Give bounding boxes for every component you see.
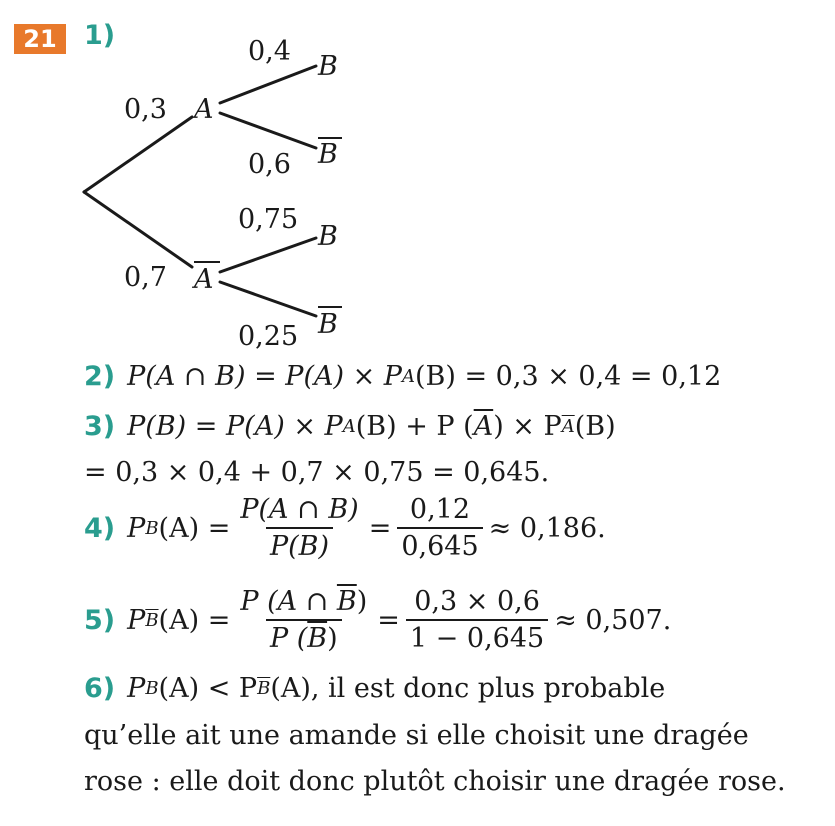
q2-tail: (B) = 0,3 × 0,4 = 0,12 — [414, 360, 722, 392]
prob-bbar-given-a: 0,6 — [248, 149, 291, 180]
q6-b: (A) < P — [158, 672, 258, 704]
q4-lhs-tail: (A) = — [158, 512, 231, 544]
q6-line-2: qu’elle ait une amande si elle choisit une dragée — [84, 720, 749, 751]
q2-sub: A — [401, 365, 415, 387]
q6-sub2: $\overline{B}$ — [257, 677, 271, 699]
node-b-bar-2: B — [318, 309, 338, 340]
q3-part4: (B) — [574, 410, 616, 442]
prob-b-given-abar: 0,75 — [238, 204, 299, 235]
question-4 — [84, 496, 606, 560]
probability-tree — [0, 0, 835, 360]
q4-eq: = — [368, 512, 392, 544]
q3-sub1: A — [342, 415, 356, 437]
prob-a: 0,3 — [124, 94, 167, 125]
node-b-1: B — [318, 51, 338, 82]
q3-sub2: $\overline{A}$ — [561, 415, 575, 437]
question-3-line-2 — [84, 452, 549, 492]
q5-lhs: P — [127, 604, 146, 636]
q5-result: ≈ 0,507. — [554, 604, 672, 636]
q3-part2: (B) + P ( — [355, 410, 474, 442]
question-2-label: 2) — [84, 360, 116, 392]
q6-a: P — [127, 672, 146, 704]
q5-den2: 1 − 0,645 — [406, 619, 548, 654]
node-b-bar-1: B — [318, 139, 338, 170]
q5-lhs-sub: $\overline{B}$ — [145, 609, 159, 631]
q5-num1-bar: $\overline{B}$ — [336, 586, 357, 617]
question-4-label: 4) — [84, 512, 116, 544]
branch-a-b-bar — [220, 113, 316, 148]
question-6-label: 6) — [84, 672, 116, 704]
q6-line-3: rose : elle doit donc plutôt choisir une dragée rose. — [84, 766, 786, 797]
q4-fraction-1 — [236, 494, 362, 562]
question-5 — [84, 584, 671, 656]
q5-num2: 0,3 × 0,6 — [414, 586, 540, 617]
branch-abar-b — [220, 238, 316, 272]
branch-root-a-bar — [84, 192, 192, 267]
q4-fraction-2 — [397, 494, 482, 562]
q5-eq: = — [377, 604, 400, 636]
branch-root-a — [84, 117, 192, 192]
branch-abar-b-bar — [220, 282, 316, 316]
question-5-label: 5) — [84, 604, 116, 636]
question-3 — [84, 406, 616, 446]
node-a-bar: A — [194, 264, 214, 295]
q3-line2: = 0,3 × 0,4 + 0,7 × 0,75 = 0,645. — [84, 456, 550, 488]
q4-num2: 0,12 — [409, 494, 471, 525]
prob-b-given-a: 0,4 — [248, 36, 291, 67]
q6-c: (A), il est donc plus probable — [270, 672, 666, 704]
q4-lhs-sub: B — [145, 517, 159, 539]
q3-part1: P(B) = P(A) × P — [127, 410, 343, 442]
q5-fraction-1 — [236, 586, 371, 654]
q5-num1: P (A ∩ $\overline{B}$) — [240, 586, 368, 617]
question-6 — [84, 668, 665, 708]
q4-result: ≈ 0,186. — [488, 512, 606, 544]
q6-sub1: B — [145, 677, 159, 699]
node-a: A — [194, 94, 214, 125]
q4-lhs: P — [127, 512, 146, 544]
exercise-number-badge: 21 — [14, 24, 66, 54]
q5-den1-bar: $\overline{B}$ — [307, 623, 328, 654]
question-1-label: 1) — [84, 20, 116, 51]
prob-a-bar: 0,7 — [124, 262, 167, 293]
q4-den2: 0,645 — [397, 527, 482, 562]
q3-a-bar: $\overline{A}$ — [473, 410, 494, 442]
question-3-label: 3) — [84, 410, 116, 442]
q3-part3: ) × P — [493, 410, 562, 442]
q5-fraction-2 — [406, 586, 548, 654]
prob-bbar-given-abar: 0,25 — [238, 321, 299, 352]
node-b-2: B — [318, 221, 338, 252]
q4-num1: P(A ∩ B) — [240, 494, 359, 525]
branch-a-b — [220, 66, 316, 103]
q5-lhs-tail: (A) = — [158, 604, 231, 636]
q2-formula: P(A ∩ B) = P(A) × P — [127, 360, 402, 392]
q5-den1: P $(\overline{B})$ — [266, 619, 342, 654]
q4-den1: P(B) — [266, 527, 333, 562]
question-2 — [84, 356, 721, 396]
